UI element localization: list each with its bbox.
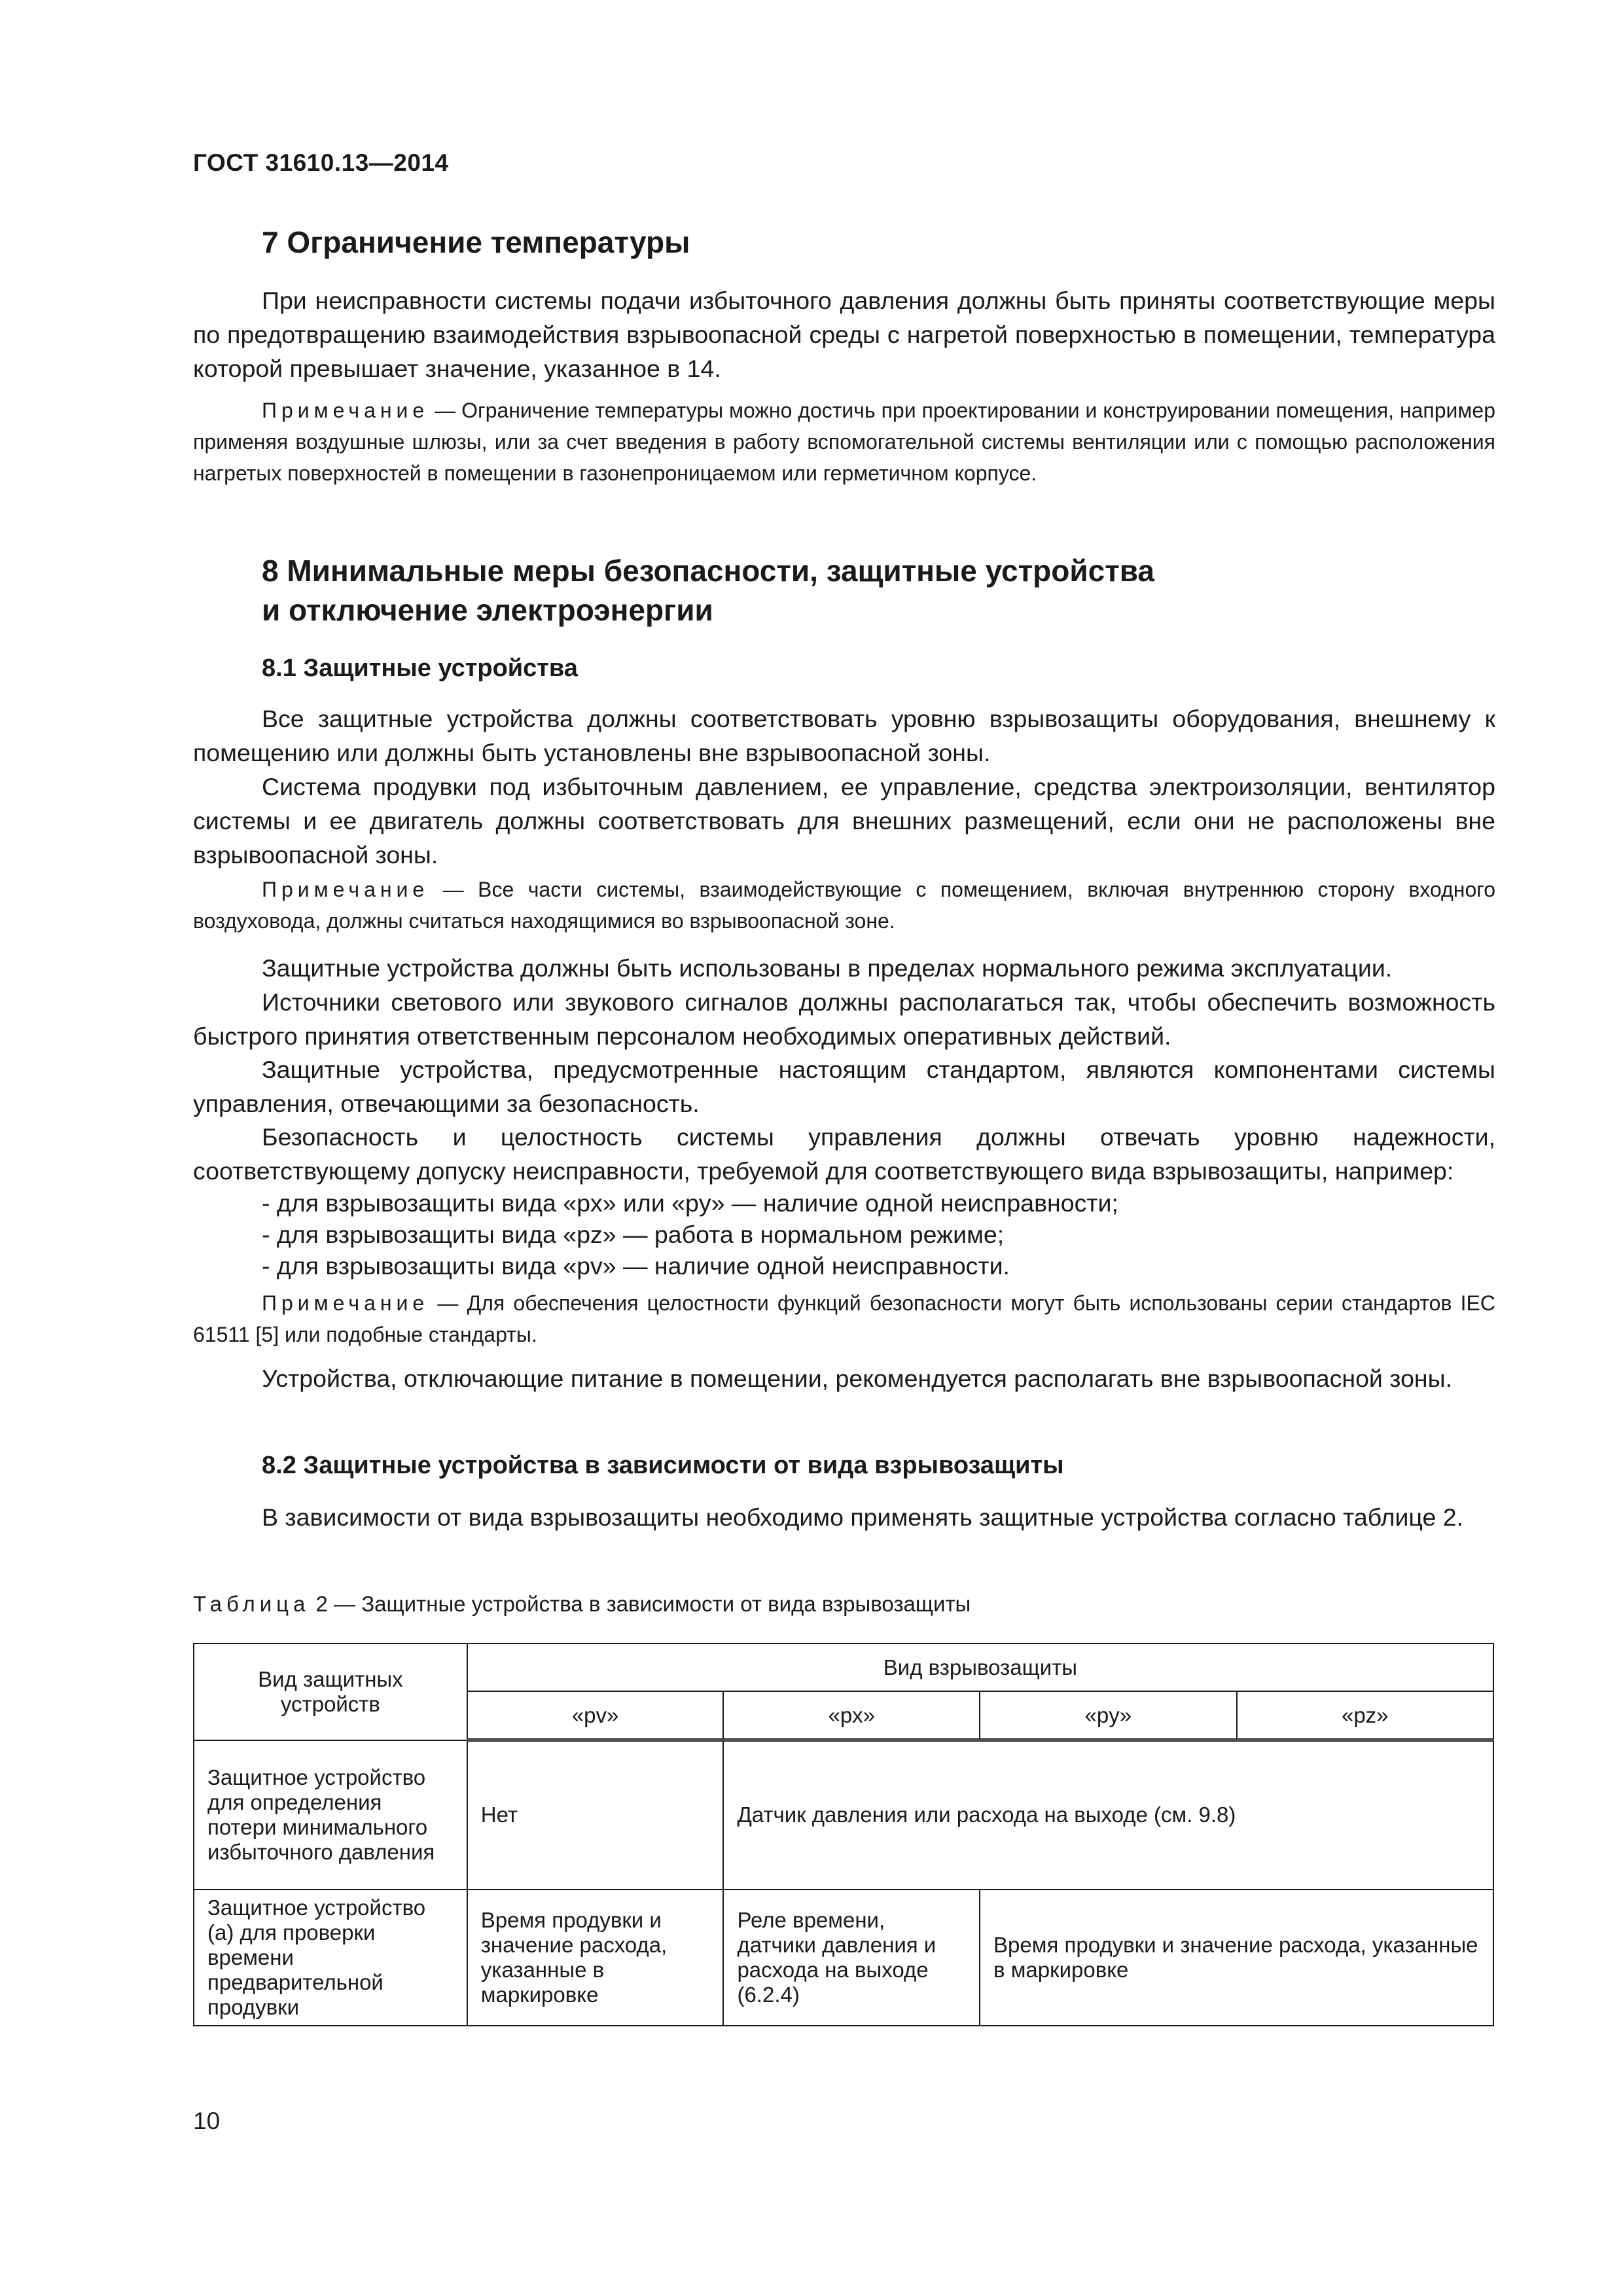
paragraph-8-1-a: Все защитные устройства должны соответствовать уровню взрывозащиты оборудования, внешнему к помещению или должны быть установлены вне взрывоопасной зоны. [193,705,1495,766]
section-7-title: 7 Ограничение температуры [262,225,690,259]
note-label: Примечание [262,878,429,901]
column-header-py: «py» [980,1691,1236,1740]
document-code: ГОСТ 31610.13—2014 [193,149,449,176]
table-cell-px-py-pz: Датчик давления или расхода на выходе (см. 9.8) [723,1740,1493,1890]
table-cell-device: Защитное устройство (а) для проверки времени предварительной продувки [194,1890,467,2026]
requirement-list [262,1187,1118,1282]
table-row [194,1890,1493,2026]
protective-devices-table [193,1643,1494,2026]
list-item: - для взрывозащиты вида «pz» — работа в нормальном режиме; [262,1221,1005,1248]
section-8-note-1 [193,874,1495,937]
paragraph-8-1-c: Защитные устройства должны быть использованы в пределах нормального режима эксплуатации. [262,954,1393,982]
column-header-pz: «pz» [1237,1691,1494,1740]
table-header-row [194,1643,1493,1691]
subsection-8-1-title: 8.1 Защитные устройства [262,655,578,682]
paragraph-8-1-g: Устройства, отключающие питание в помещении, рекомендуется располагать вне взрывоопасной зоны. [262,1365,1453,1392]
paragraph-8-1-f: Безопасность и целостность системы управления должны отвечать уровню надежности, соответствующему допуску неисправности, требуемой для соответствующего вида взрывозащиты, например: [193,1123,1495,1185]
subsection-8-2-title: 8.2 Защитные устройства в зависимости от вида взрывозащиты [262,1452,1064,1479]
list-item: - для взрывозащиты вида «px» или «py» — наличие одной неисправности; [262,1189,1118,1217]
note-label: Примечание [262,399,429,422]
table-cell-px: Реле времени, датчики давления и расхода на выходе (6.2.4) [723,1890,980,2026]
paragraph-8-2: В зависимости от вида взрывозащиты необходимо применять защитные устройства согласно таблице 2. [262,1503,1464,1531]
table-cell-device: Защитное устройство для определения потери минимального избыточного давления [194,1740,467,1890]
note-text: — Все части системы, взаимодействующие с помещением, включая внутреннюю сторону входного воздуховода, должны считаться находящимися во взрывоопасной зоне. [193,878,1495,933]
section-8-title-line-1: 8 Минимальные меры безопасности, защитные устройства [262,554,1155,588]
column-header-device-type: Вид защитных устройств [194,1643,467,1740]
table-cell-pv: Нет [467,1740,724,1890]
table-row [194,1740,1493,1890]
section-8-note-2 [193,1287,1495,1350]
note-label: Примечание [262,1291,429,1315]
list-item: - для взрывозащиты вида «pv» — наличие одной неисправности. [262,1252,1010,1280]
column-header-px: «px» [723,1691,980,1740]
table-cell-py-pz: Время продувки и значение расхода, указанные в маркировке [980,1890,1493,2026]
section-8-title [262,551,1154,630]
table-caption-label: Таблица [193,1592,310,1616]
section-8-title-line-2: и отключение электроэнергии [262,593,713,627]
page-number: 10 [193,2108,221,2134]
table-cell-pv: Время продувки и значение расхода, указанные в маркировке [467,1890,724,2026]
column-header-pv: «pv» [467,1691,724,1740]
note-text: — Для обеспечения целостности функций безопасности могут быть использованы серии стандартов IEC 61511 [5] или подобные стандарты. [193,1291,1495,1346]
paragraph-8-1-e: Защитные устройства, предусмотренные настоящим стандартом, являются компонентами системы управления, отвечающими за безопасность. [193,1056,1495,1117]
column-group-header: Вид взрывозащиты [467,1643,1493,1691]
section-7-paragraph: При неисправности системы подачи избыточного давления должны быть приняты соответствующие меры по предотвращению взаимодействия взрывоопасной среды с нагретой поверхностью в помещении, температура которой превышает значение, указанное в 14. [193,287,1495,382]
paragraph-8-1-d: Источники светового или звукового сигналов должны располагаться так, чтобы обеспечить возможность быстрого принятия ответственным персоналом необходимых оперативных действий. [193,988,1495,1050]
paragraph-8-1-b: Система продувки под избыточным давлением, ее управление, средства электроизоляции, вентилятор системы и ее двигатель должны соответствовать для внешних размещений, если они не расположены вне взрывоопасной зоны. [193,773,1495,869]
table-caption-text: 2 — Защитные устройства в зависимости от вида взрывозащиты [310,1592,971,1616]
note-text: — Ограничение температуры можно достичь при проектировании и конструировании помещения, например применяя воздушные шлюзы, или за счет введения в работу вспомогательной системы вентиляции или с помощью расположения нагретых поверхностей в помещении в газонепроницаемом или герметичном корпусе. [193,399,1495,485]
section-7-note [193,395,1495,489]
table-caption [193,1592,971,1617]
